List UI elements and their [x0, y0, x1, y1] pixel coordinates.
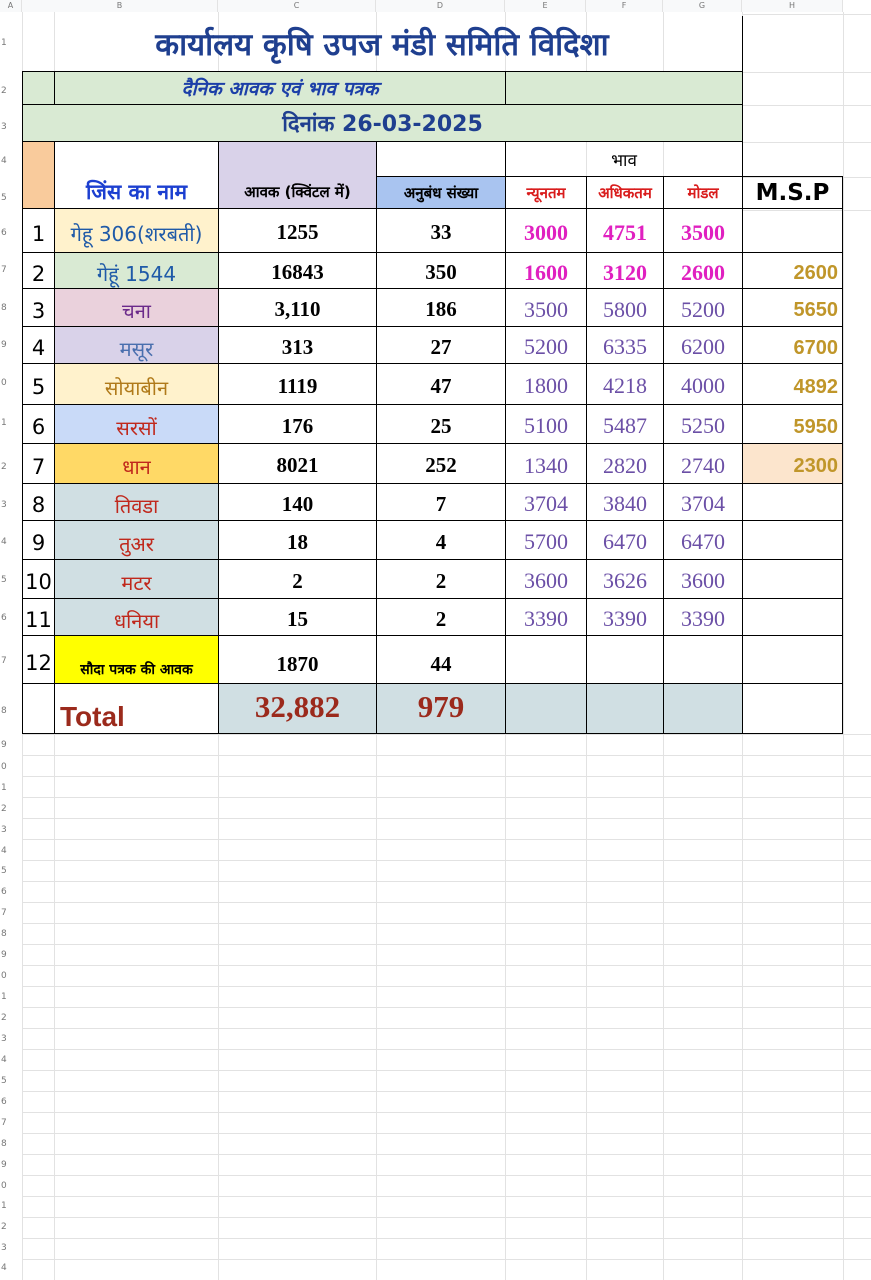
row-number[interactable]: 9 — [1, 340, 7, 350]
row-sno[interactable]: 3 — [22, 288, 55, 327]
gridline-row — [22, 1154, 871, 1155]
row-number[interactable]: 7 — [1, 1118, 7, 1128]
gridline-row — [743, 142, 871, 143]
row-number[interactable]: 7 — [1, 265, 7, 275]
row-contracts[interactable]: 47 — [376, 363, 506, 405]
row-msp[interactable]: 2600 — [742, 252, 843, 289]
row-contracts[interactable]: 252 — [376, 443, 506, 484]
row-price-modal[interactable]: 5200 — [663, 288, 743, 327]
row-number[interactable]: 1 — [1, 1201, 7, 1211]
row-price-min[interactable]: 3704 — [505, 483, 587, 521]
row-sno[interactable]: 6 — [22, 404, 55, 444]
row-price-min[interactable] — [505, 635, 587, 684]
row-contracts[interactable]: 27 — [376, 326, 506, 364]
row-commodity-name[interactable]: गेहू 306(शरबती) — [54, 208, 219, 253]
total-sno-cell[interactable] — [22, 683, 55, 734]
row-sno[interactable]: 12 — [22, 635, 55, 684]
gridline-row — [22, 1217, 871, 1218]
row-contracts[interactable]: 7 — [376, 483, 506, 521]
row-contracts[interactable]: 2 — [376, 559, 506, 599]
gridline-row — [22, 986, 871, 987]
row-commodity-name[interactable]: तुअर — [54, 520, 219, 560]
gridline-row — [743, 14, 871, 15]
row-number[interactable]: 7 — [1, 908, 7, 918]
row-number[interactable]: 8 — [1, 303, 7, 313]
row-price-min[interactable]: 1600 — [505, 252, 587, 289]
row-contracts[interactable]: 350 — [376, 252, 506, 289]
row-number[interactable]: 8 — [1, 706, 7, 716]
row-number[interactable]: 2 — [1, 462, 7, 472]
row-commodity-name[interactable]: चना — [54, 288, 219, 327]
column-header-f[interactable]: F — [586, 0, 663, 12]
row-number[interactable]: 1 — [1, 38, 7, 48]
gridline-row — [22, 1070, 871, 1071]
row-msp[interactable] — [742, 559, 843, 599]
row-number[interactable]: 9 — [1, 1160, 7, 1170]
row-price-modal[interactable]: 2740 — [663, 443, 743, 484]
gridline-row — [22, 1112, 871, 1113]
row-price-max[interactable]: 5487 — [586, 404, 664, 444]
row-commodity-name[interactable]: मसूर — [54, 326, 219, 364]
row-price-max[interactable] — [586, 635, 664, 684]
row-sno[interactable]: 4 — [22, 326, 55, 364]
row-commodity-name[interactable]: मटर — [54, 559, 219, 599]
gridline-row — [22, 1133, 871, 1134]
header-contracts-top[interactable] — [376, 141, 506, 177]
gridline-row — [743, 72, 871, 73]
row-arrival[interactable]: 313 — [218, 326, 377, 364]
row-arrival[interactable]: 1119 — [218, 363, 377, 405]
row-sno[interactable]: 9 — [22, 520, 55, 560]
gridline-row — [22, 965, 871, 966]
gridline-row — [22, 944, 871, 945]
header-min[interactable]: न्यूनतम — [505, 176, 587, 209]
gridline-row — [22, 839, 871, 840]
row-price-max[interactable]: 6335 — [586, 326, 664, 364]
gridline-row — [22, 1091, 871, 1092]
row-number[interactable]: 1 — [1, 418, 7, 428]
row-number[interactable]: 6 — [1, 228, 7, 238]
row-number[interactable]: 1 — [1, 783, 7, 793]
row-price-modal[interactable]: 4000 — [663, 363, 743, 405]
header-modal[interactable]: मोडल — [663, 176, 743, 209]
row-price-max[interactable]: 3626 — [586, 559, 664, 599]
gridline-row — [22, 923, 871, 924]
gridline-row — [22, 755, 871, 756]
row-number[interactable]: 4 — [1, 1055, 7, 1065]
row-price-modal[interactable]: 6200 — [663, 326, 743, 364]
row-msp[interactable] — [742, 520, 843, 560]
row-price-max[interactable]: 3120 — [586, 252, 664, 289]
row-price-max[interactable]: 5800 — [586, 288, 664, 327]
row-price-min[interactable]: 5700 — [505, 520, 587, 560]
row-price-min[interactable]: 5200 — [505, 326, 587, 364]
gridline-row — [22, 1007, 871, 1008]
row-number[interactable]: 5 — [1, 575, 7, 585]
row-commodity-name[interactable]: सोयाबीन — [54, 363, 219, 405]
row-number[interactable]: 8 — [1, 1139, 7, 1149]
row-commodity-name[interactable]: तिवडा — [54, 483, 219, 521]
row-msp[interactable] — [742, 635, 843, 684]
row-number[interactable]: 5 — [1, 866, 7, 876]
row-arrival[interactable]: 16843 — [218, 252, 377, 289]
row-number[interactable]: 3 — [1, 122, 7, 132]
column-header-a[interactable]: A — [0, 0, 22, 12]
row-number[interactable]: 3 — [1, 1034, 7, 1044]
row-msp[interactable]: 5650 — [742, 288, 843, 327]
header-price-group[interactable]: भाव — [505, 141, 743, 177]
gridline-row — [22, 1238, 871, 1239]
row-price-min[interactable]: 1800 — [505, 363, 587, 405]
row-contracts[interactable]: 44 — [376, 635, 506, 684]
header-sno-cell[interactable] — [22, 141, 55, 209]
row-sno[interactable]: 11 — [22, 598, 55, 636]
row-number[interactable]: 6 — [1, 613, 7, 623]
gridline-row — [22, 734, 871, 735]
row-price-modal[interactable]: 3600 — [663, 559, 743, 599]
total-min-cell[interactable] — [505, 683, 587, 734]
row-number[interactable]: 1 — [1, 992, 7, 1002]
total-contracts[interactable]: 979 — [376, 683, 506, 734]
column-header-g[interactable]: G — [663, 0, 742, 12]
row-msp[interactable] — [742, 483, 843, 521]
row-sno[interactable]: 5 — [22, 363, 55, 405]
row-contracts[interactable]: 33 — [376, 208, 506, 253]
column-header-c[interactable]: C — [218, 0, 376, 12]
gridline-row — [22, 797, 871, 798]
row-number[interactable]: 7 — [1, 656, 7, 666]
gridline-row — [22, 776, 871, 777]
row-price-modal[interactable]: 6470 — [663, 520, 743, 560]
row-price-modal[interactable]: 3390 — [663, 598, 743, 636]
row-msp[interactable]: 6700 — [742, 326, 843, 364]
total-label[interactable]: Total — [54, 683, 219, 734]
column-header-d[interactable]: D — [376, 0, 505, 12]
row-contracts[interactable]: 186 — [376, 288, 506, 327]
row-price-max[interactable]: 3390 — [586, 598, 664, 636]
row-arrival[interactable]: 1255 — [218, 208, 377, 253]
row-sno[interactable]: 8 — [22, 483, 55, 521]
row2-right-cell[interactable] — [505, 71, 743, 105]
row-number[interactable]: 4 — [1, 846, 7, 856]
gridline-row — [22, 818, 871, 819]
gridline-row — [22, 860, 871, 861]
row-price-min[interactable]: 3000 — [505, 208, 587, 253]
row-price-min[interactable]: 3600 — [505, 559, 587, 599]
row-sno[interactable]: 1 — [22, 208, 55, 253]
row-arrival[interactable]: 1870 — [218, 635, 377, 684]
header-commodity[interactable]: जिंस का नाम — [54, 141, 219, 209]
row-arrival[interactable]: 18 — [218, 520, 377, 560]
row-price-modal[interactable]: 2600 — [663, 252, 743, 289]
sheet-title[interactable]: कार्यालय कृषि उपज मंडी समिति विदिशा — [22, 16, 743, 71]
total-msp-cell[interactable] — [742, 683, 843, 734]
gridline-row — [22, 1196, 871, 1197]
row-sno[interactable]: 7 — [22, 443, 55, 484]
row-price-max[interactable]: 6470 — [586, 520, 664, 560]
row-commodity-name[interactable]: सौदा पत्रक की आवक — [54, 635, 219, 684]
row-arrival[interactable]: 140 — [218, 483, 377, 521]
row-msp[interactable]: 4892 — [742, 363, 843, 405]
row-number[interactable]: 5 — [1, 1076, 7, 1086]
row-number[interactable]: 0 — [1, 762, 7, 772]
row-price-min[interactable]: 5100 — [505, 404, 587, 444]
row-price-min[interactable]: 1340 — [505, 443, 587, 484]
row-arrival[interactable]: 2 — [218, 559, 377, 599]
row-number[interactable]: 3 — [1, 825, 7, 835]
row-sno[interactable]: 10 — [22, 559, 55, 599]
header-arrival[interactable]: आवक (क्विंटल में) — [218, 141, 377, 209]
sheet-date[interactable]: दिनांक 26-03-2025 — [22, 104, 743, 142]
gridline-row — [743, 105, 871, 106]
header-msp[interactable]: M.S.P — [742, 176, 843, 209]
gridline-row — [22, 881, 871, 882]
column-header-h[interactable]: H — [742, 0, 843, 12]
row-number[interactable]: 0 — [1, 1181, 7, 1191]
row-contracts[interactable]: 25 — [376, 404, 506, 444]
gridline-row — [22, 1049, 871, 1050]
column-header-b[interactable]: B — [22, 0, 218, 12]
row-number[interactable]: 4 — [1, 1263, 7, 1273]
row-number[interactable]: 9 — [1, 950, 7, 960]
row-arrival[interactable]: 15 — [218, 598, 377, 636]
row-number[interactable]: 0 — [1, 378, 7, 388]
row-number[interactable]: 4 — [1, 537, 7, 547]
row-msp[interactable]: 2300 — [742, 443, 843, 484]
row-number[interactable]: 5 — [1, 193, 7, 203]
row-arrival[interactable]: 3,110 — [218, 288, 377, 327]
row-commodity-name[interactable]: धान — [54, 443, 219, 484]
row-number[interactable]: 3 — [1, 1243, 7, 1253]
row-price-modal[interactable] — [663, 635, 743, 684]
total-max-cell[interactable] — [586, 683, 664, 734]
row-price-max[interactable]: 4751 — [586, 208, 664, 253]
row-commodity-name[interactable]: धनिया — [54, 598, 219, 636]
row-price-min[interactable]: 3390 — [505, 598, 587, 636]
row2-left-cell[interactable] — [22, 71, 55, 105]
row-contracts[interactable]: 4 — [376, 520, 506, 560]
row-sno[interactable]: 2 — [22, 252, 55, 289]
row-price-max[interactable]: 4218 — [586, 363, 664, 405]
row-number[interactable]: 2 — [1, 1222, 7, 1232]
row-number[interactable]: 6 — [1, 887, 7, 897]
gridline-row — [22, 1175, 871, 1176]
row-price-modal[interactable]: 5250 — [663, 404, 743, 444]
row-msp[interactable] — [742, 598, 843, 636]
row-number[interactable]: 8 — [1, 929, 7, 939]
gridline-col — [843, 12, 844, 1280]
gridline-row — [22, 902, 871, 903]
row-number[interactable]: 4 — [1, 156, 7, 166]
row-number[interactable]: 6 — [1, 1097, 7, 1107]
row-price-max[interactable]: 2820 — [586, 443, 664, 484]
row-price-max[interactable]: 3840 — [586, 483, 664, 521]
row-number[interactable]: 9 — [1, 740, 7, 750]
row-number[interactable]: 3 — [1, 500, 7, 510]
row-commodity-name[interactable]: सरसों — [54, 404, 219, 444]
row-number[interactable]: 2 — [1, 804, 7, 814]
row-arrival[interactable]: 176 — [218, 404, 377, 444]
row-msp[interactable]: 5950 — [742, 404, 843, 444]
gridline-row — [22, 1259, 871, 1260]
gridline-row — [22, 1028, 871, 1029]
row-price-modal[interactable]: 3500 — [663, 208, 743, 253]
row-contracts[interactable]: 2 — [376, 598, 506, 636]
total-modal-cell[interactable] — [663, 683, 743, 734]
column-header-e[interactable]: E — [505, 0, 586, 12]
header-max[interactable]: अधिकतम — [586, 176, 664, 209]
row-number[interactable]: 2 — [1, 86, 7, 96]
sheet-subtitle[interactable]: दैनिक आवक एवं भाव पत्रक — [54, 71, 506, 105]
total-arrival[interactable]: 32,882 — [218, 683, 377, 734]
row-msp[interactable] — [742, 208, 843, 253]
header-contracts[interactable]: अनुबंध संख्या — [376, 176, 506, 209]
row-number[interactable]: 0 — [1, 971, 7, 981]
row-arrival[interactable]: 8021 — [218, 443, 377, 484]
row-price-min[interactable]: 3500 — [505, 288, 587, 327]
row-commodity-name[interactable]: गेहूं 1544 — [54, 252, 219, 289]
row-number[interactable]: 2 — [1, 1013, 7, 1023]
row-price-modal[interactable]: 3704 — [663, 483, 743, 521]
